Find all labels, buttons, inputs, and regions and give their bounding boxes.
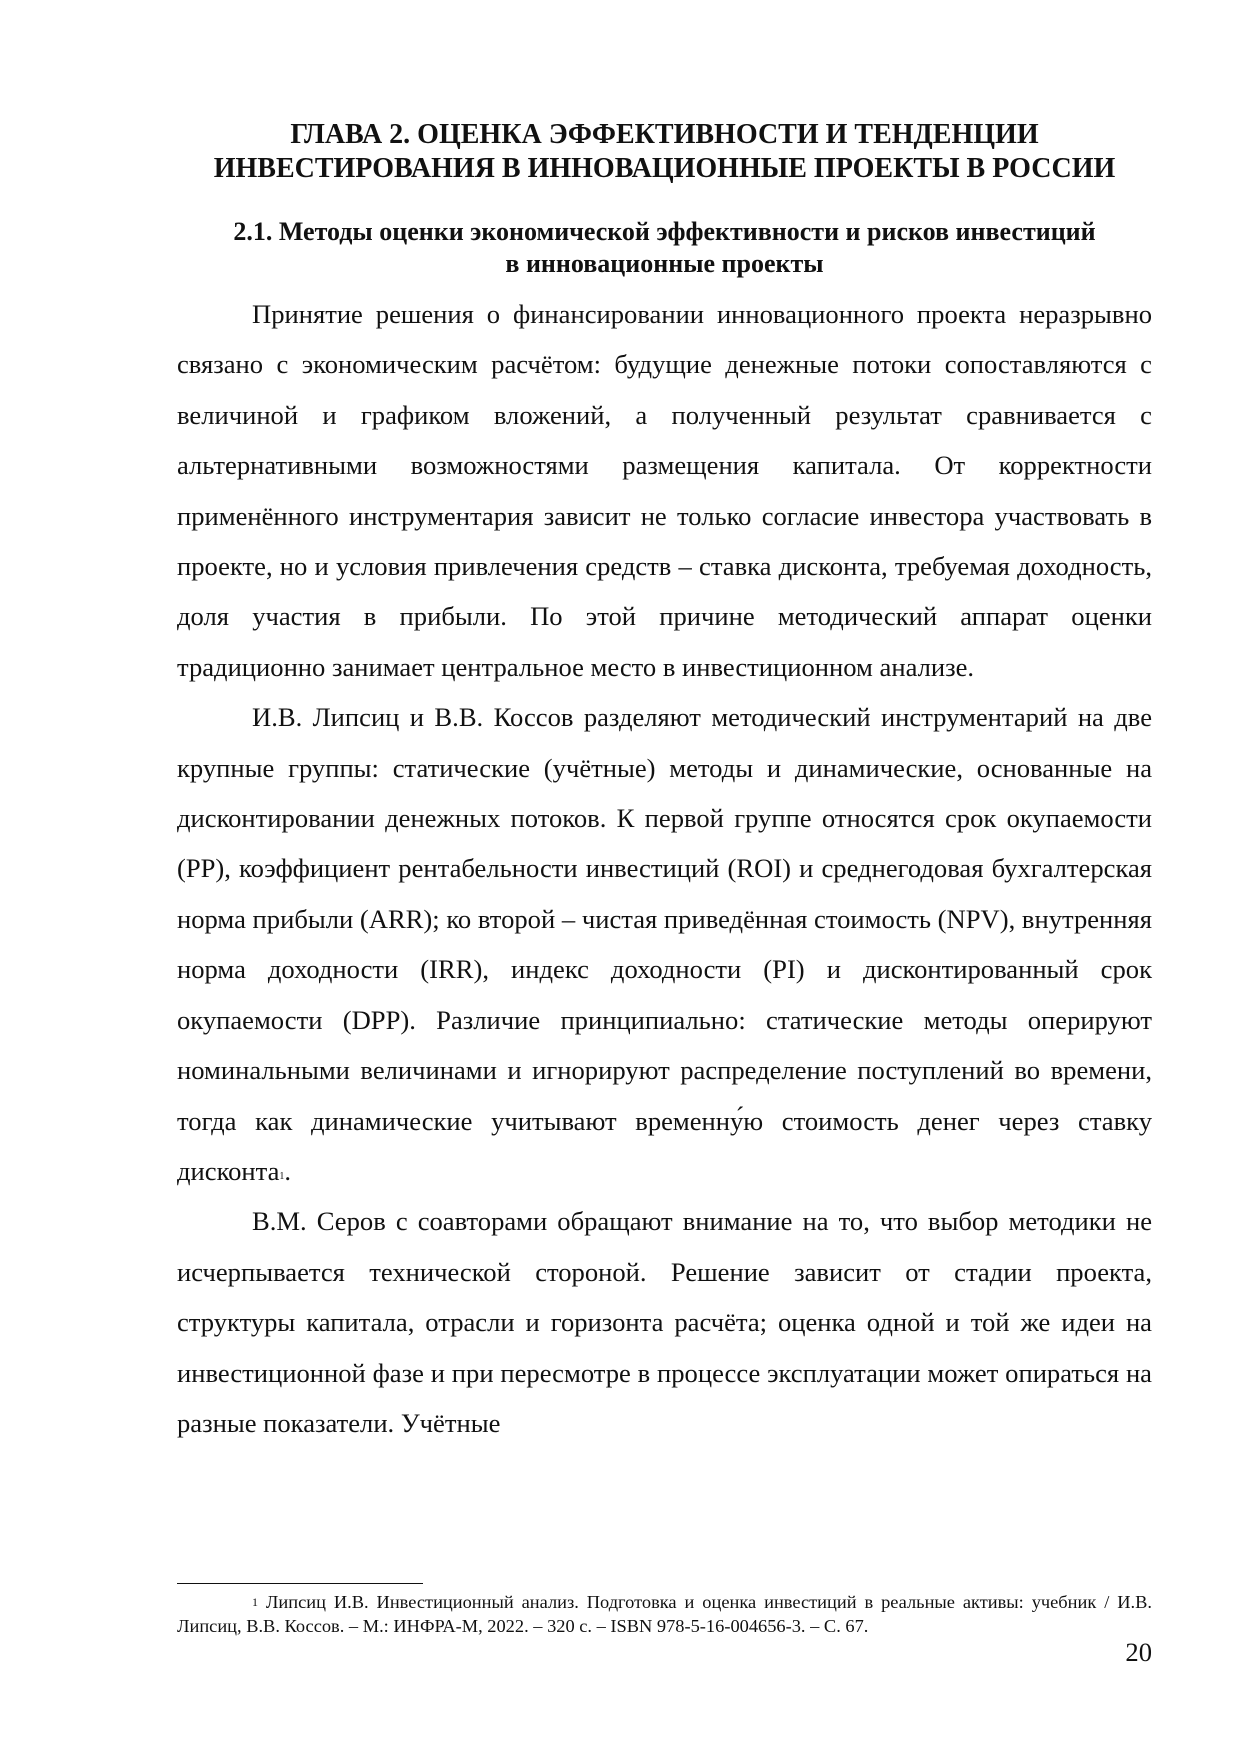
paragraph-1: Принятие решения о финансировании инновационного проекта неразрывно связано с экономическим расчётом: будущие денежные потоки сопоставляются с величиной и графиком вложений, а полученный результат сравнивается с альтернативными возможностями размещения капитала. От корректности применённого инструментария зависит не только согласие инвестора участвовать в проекте, но и условия привлечения средств – ставка дисконта, требуемая доходность, доля участия в прибыли. По этой причине методический аппарат оценки традиционно занимает центральное место в инвестиционном анализе. (177, 299, 1152, 682)
page-content (177, 118, 1152, 1448)
paragraph-2-end: . (284, 1155, 292, 1186)
footnote-reference[interactable]: 1 (279, 1170, 285, 1182)
section-title-line-2: в инновационные проекты (505, 249, 824, 278)
paragraph-2-text: И.В. Липсиц и В.В. Коссов разделяют методический инструментарий на две крупные группы: статические (учётные) методы и динамические, основанные на дисконтировании денежных потоков. К первой группе относятся срок окупаемости (PP), коэффициент рентабельности инвестиций (ROI) и среднегодовая бухгалтерская норма прибыли (ARR); ко второй – чистая приведённая стоимость (NPV), внутренняя норма доходности (IRR), индекс доходности (PI) и дисконтированный срок окупаемости (DPP). Различие принципиально: статические методы оперируют номинальными величинами и игнорируют распределение поступлений во времени, тогда как динамические учитывают временну́ю стоимость денег через ставку дисконта (177, 702, 1152, 1186)
section-title (177, 216, 1152, 280)
chapter-title-line-1: ГЛАВА 2. ОЦЕНКА ЭФФЕКТИВНОСТИ И ТЕНДЕНЦИИ (290, 119, 1039, 150)
footnote-separator (177, 1583, 423, 1584)
footnote-mark: 1 (252, 1595, 258, 1609)
page-number: 20 (1125, 1637, 1152, 1667)
chapter-title (177, 118, 1152, 186)
section-title-line-1: 2.1. Методы оценки экономической эффективности и рисков инвестиций (233, 217, 1096, 246)
footnote (177, 1590, 1152, 1638)
footnote-text: Липсиц И.В. Инвестиционный анализ. Подготовка и оценка инвестиций в реальные активы: учебник / И.В. Липсиц, В.В. Коссов. – М.: ИНФРА-М, 2022. – 320 с. – ISBN 978-5-16-004656-3. – С. 67. (177, 1592, 1152, 1636)
body-text (177, 289, 1152, 1448)
paragraph-2 (177, 692, 1152, 1196)
chapter-title-line-2: ИНВЕСТИРОВАНИЯ В ИННОВАЦИОННЫЕ ПРОЕКТЫ В РОССИИ (213, 153, 1116, 184)
paragraph-3: В.М. Серов с соавторами обращают внимание на то, что выбор методики не исчерпывается технической стороной. Решение зависит от стадии проекта, структуры капитала, отрасли и горизонта расчёта; оценка одной и той же идеи на инвестиционной фазе и при пересмотре в процессе эксплуатации может опираться на разные показатели. Учётные (177, 1206, 1152, 1438)
